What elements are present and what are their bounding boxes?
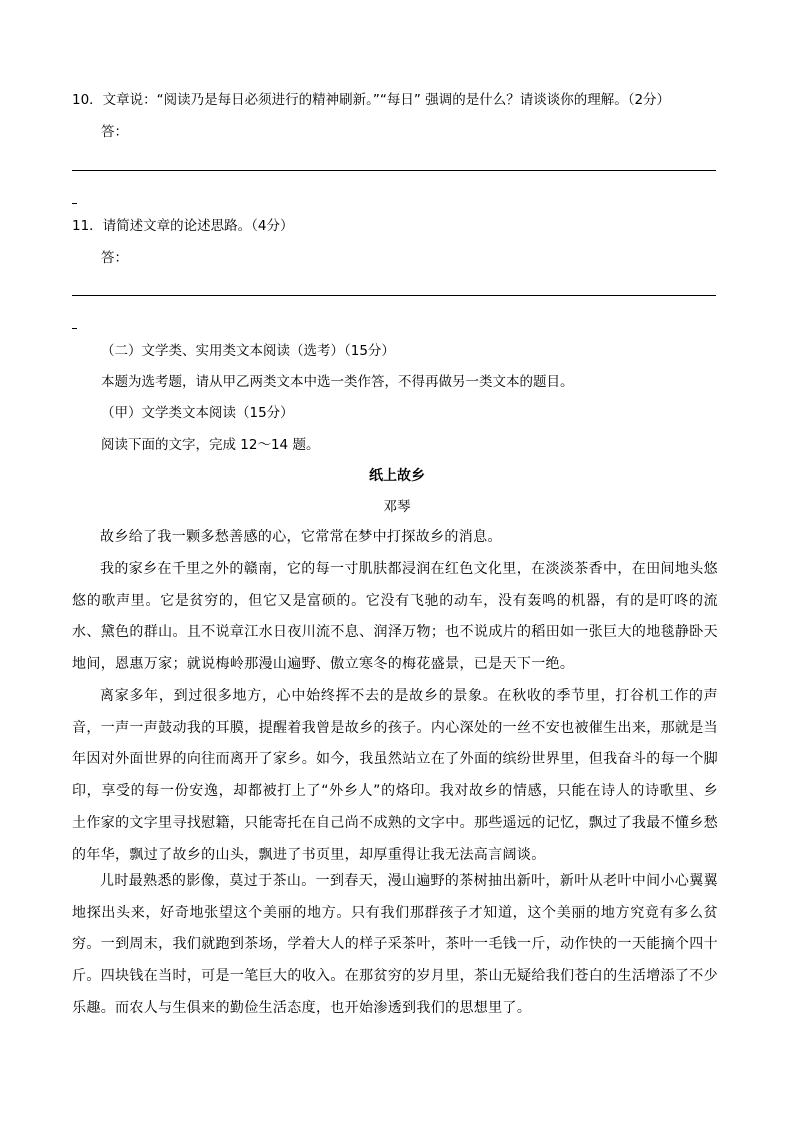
answer-line-10[interactable]: [72, 170, 716, 171]
section-sub-heading: （甲）文学类文本阅读（15分）: [101, 405, 294, 421]
answer-label-11: 答：: [101, 250, 128, 266]
article-author: 邓琴: [383, 499, 411, 515]
answer-label-10: 答：: [101, 124, 128, 140]
answer-line-11[interactable]: [72, 295, 716, 296]
question-10: 10．文章说：“阅读乃是每日必须进行的精神刷新。”“每日” 强调的是什么？请谈谈你的理解。（2分）: [72, 92, 671, 108]
question-11: 11．请简述文章的论述思路。（4分）: [72, 218, 294, 234]
section-instruction: 阅读下面的文字，完成 12～14 题。: [101, 437, 320, 453]
answer-line-end-mark: [72, 203, 77, 204]
article-paragraph-3: 离家多年，到过很多地方，心中始终挥不去的是故乡的景象。在秋收的季节里，打谷机工作的声音，一声一声鼓动我的耳膜，提醒着我曾是故乡的孩子。内心深处的一丝不安也被催生出来，那就是当年因对外面世界的向往而离开了家乡。如今，我虽然站立在了外面的缤纷世界里，但我奋斗的每一个脚印，享受的每一份安逸，却都被打上了“外乡人”的烙印。我对故乡的情感，只能在诗人的诗歌里、乡土作家的文字里寻找慰籍，只能寄托在自己尚不成熟的文字中。那些遥远的记忆，飘过了我最不懂乡愁的年华，飘过了故乡的山头，飘进了书页里，却厚重得让我无法高言阔谈。: [72, 688, 718, 863]
section-heading: （二）文学类、实用类文本阅读（选考）（15分）: [101, 343, 395, 359]
answer-line-end-mark: [72, 328, 77, 329]
article-paragraph-1: 故乡给了我一颗多愁善感的心，它常常在梦中打探故乡的消息。: [100, 529, 502, 545]
section-note: 本题为选考题，请从甲乙两类文本中选一类作答，不得再做另一类文本的题目。: [101, 374, 574, 390]
article-title: 纸上故乡: [369, 468, 425, 484]
article-paragraph-4: 儿时最熟悉的影像，莫过于茶山。一到春天，漫山遍野的茶树抽出新叶，新叶从老叶中间小心翼翼地探出头来，好奇地张望这个美丽的地方。只有我们那群孩子才知道，这个美丽的地方究竟有多么贫穷。一到周末，我们就跑到茶场，学着大人的样子采茶叶，茶叶一毛钱一斤，动作快的一天能摘个四十斤。四块钱在当时，可是一笔巨大的收入。在那贫穷的岁月里，茶山无疑给我们苍白的生活增添了不少乐趣。而农人与生俱来的勤俭生活态度，也开始渗透到我们的思想里了。: [72, 873, 718, 1016]
article-paragraph-2: 我的家乡在千里之外的赣南，它的每一寸肌肤都浸润在红色文化里，在淡淡茶香中，在田间地头悠悠的歌声里。它是贫穷的，但它又是富硕的。它没有飞驰的动车，没有轰鸣的机器，有的是叮咚的流水、黛色的群山。且不说章江水日夜川流不息、润泽万物；也不说成片的稻田如一张巨大的地毯静卧天地间，恩惠万家；就说梅岭那漫山遍野、傲立寒冬的梅花盛景，已是天下一绝。: [72, 561, 718, 673]
